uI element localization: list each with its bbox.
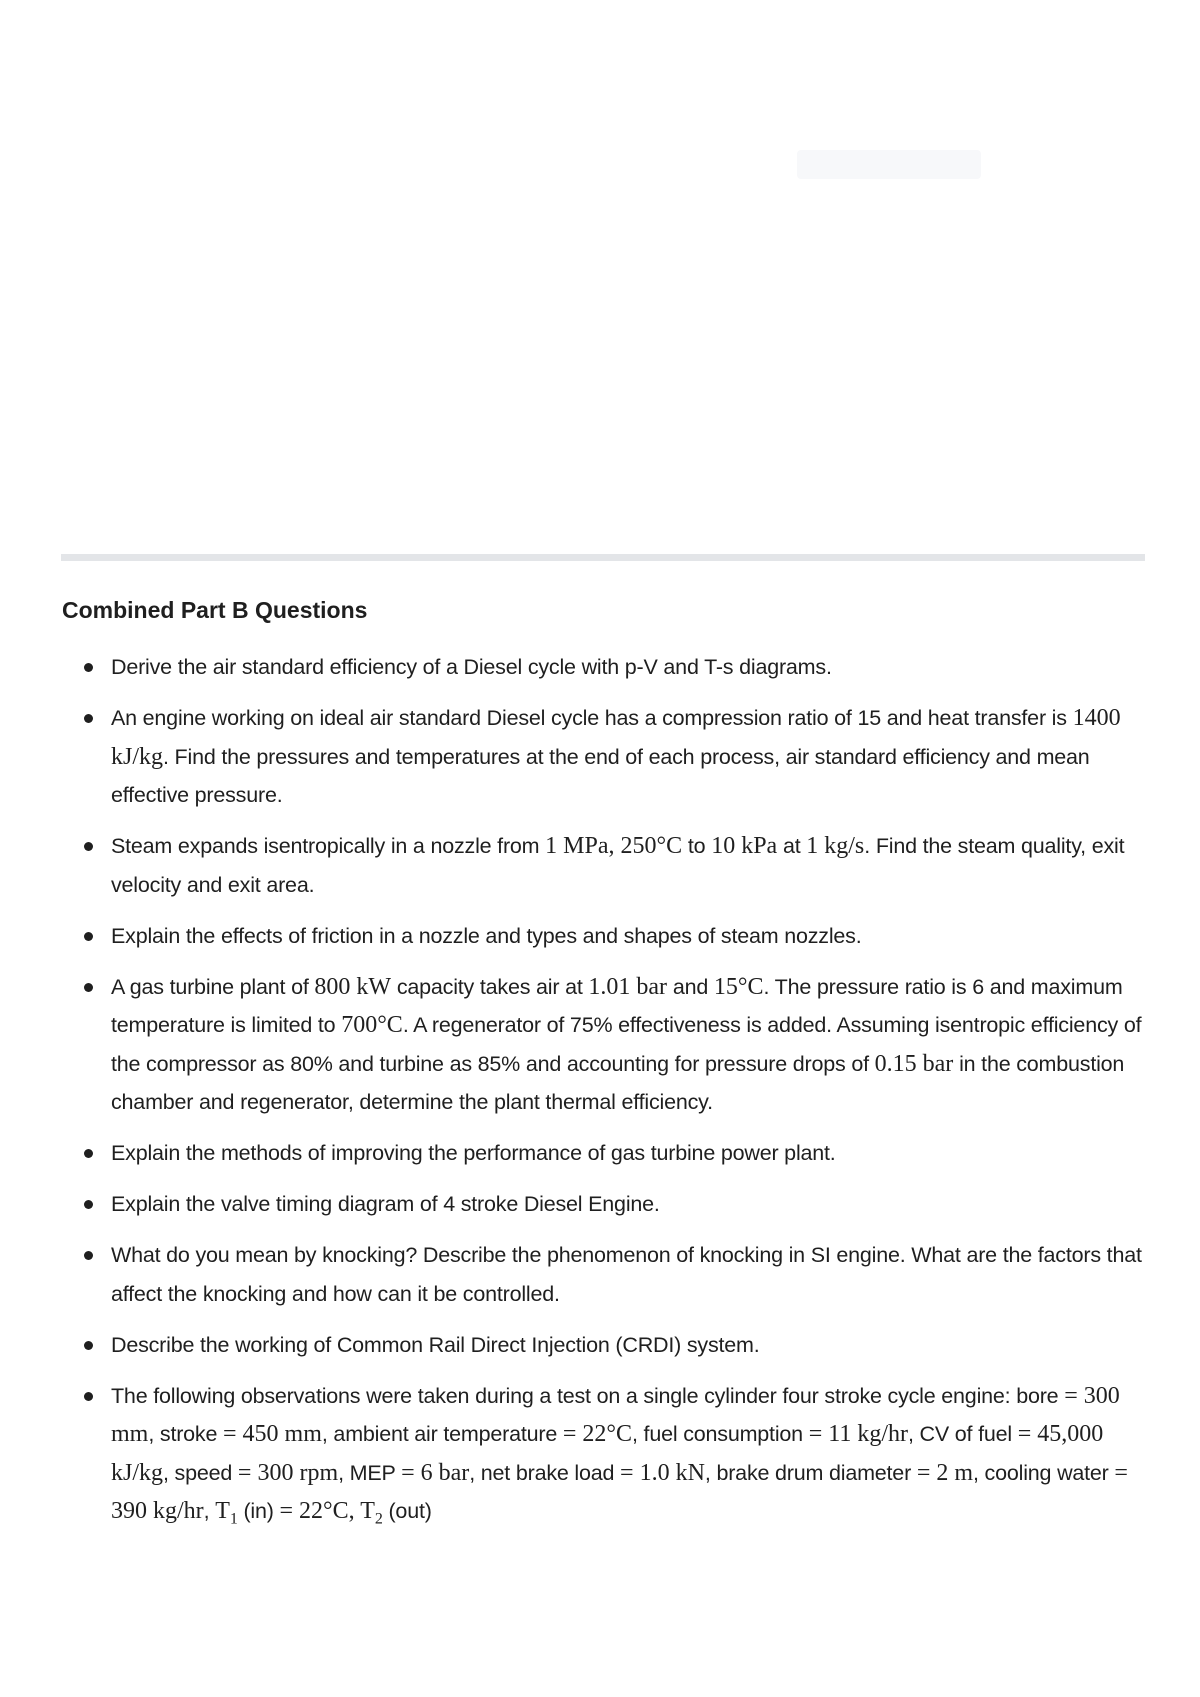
- math-expression: 1400 kJ/kg: [111, 705, 1121, 770]
- question-text: (out): [382, 1499, 432, 1523]
- math-subscript: 1: [229, 1510, 238, 1528]
- question-text: capacity takes air at: [391, 974, 589, 999]
- question-text: , speed: [163, 1460, 238, 1485]
- question-item: [62, 1377, 1147, 1539]
- question-text: Derive the air standard efficiency of a Diesel cycle with p-V and T-s diagrams.: [111, 655, 832, 679]
- section-divider: [61, 554, 1145, 561]
- math-expression: 1 MPa, 250°C: [545, 833, 683, 859]
- math-expression: 0.15 bar: [874, 1050, 954, 1077]
- question-text: , cooling water: [973, 1460, 1115, 1485]
- question-text: Describe the working of Common Rail Direct Injection (CRDI) system.: [111, 1332, 760, 1357]
- question-text: What do you mean by knocking? Describe the phenomenon of knocking in SI engine. What are the factors that affect the knocking and how can it be controlled.: [111, 1243, 1142, 1306]
- question-item: [62, 1185, 1147, 1224]
- question-text: , stroke: [148, 1422, 224, 1446]
- question-text: ,: [203, 1499, 216, 1523]
- question-item: [62, 699, 1147, 815]
- math-expression: = 390 kg/hr: [111, 1459, 1128, 1524]
- question-text: in the combustion chamber and regenerator, determine the plant thermal efficiency.: [111, 1051, 1125, 1114]
- question-text: , MEP: [338, 1460, 402, 1485]
- question-text: , CV of fuel: [908, 1422, 1018, 1446]
- math-expression: = 1.0 kN: [620, 1459, 705, 1486]
- bullet-icon: [84, 842, 93, 851]
- question-text: Explain the methods of improving the performance of gas turbine power plant.: [111, 1141, 836, 1165]
- bullet-icon: [84, 663, 93, 672]
- question-item: [62, 917, 1147, 956]
- question-text: , net brake load: [469, 1460, 621, 1485]
- question-text: . A regenerator of 75% effectiveness is added. Assuming isentropic efficiency of the compressor as 80% and turbine as 85% and accounting for pressure drops of: [111, 1013, 1142, 1076]
- question-text: , ambient air temperature: [321, 1422, 563, 1446]
- question-text: and: [667, 974, 714, 999]
- bullet-icon: [84, 983, 93, 992]
- math-expression: = 22°C: [562, 1421, 633, 1447]
- math-expression: 1.01 bar: [588, 973, 668, 1000]
- math-expression: = 300 rpm: [237, 1459, 339, 1486]
- question-item: [62, 1134, 1147, 1173]
- question-text: . Find the pressures and temperatures at the end of each process, air standard efficiency and mean effective pressure.: [111, 744, 1090, 807]
- faint-placeholder-box: [797, 150, 981, 179]
- math-expression: = 45,000 kJ/kg: [111, 1421, 1104, 1486]
- section-title: Combined Part B Questions: [62, 597, 368, 623]
- math-expression: 10 kPa: [711, 833, 778, 859]
- question-item: [62, 827, 1147, 904]
- bullet-icon: [84, 1149, 93, 1158]
- bullet-icon: [84, 1341, 93, 1350]
- math-expression: = 11 kg/hr: [808, 1421, 908, 1447]
- question-item: [62, 968, 1147, 1122]
- question-text: Explain the valve timing diagram of 4 stroke Diesel Engine.: [111, 1192, 660, 1216]
- questions-list: [62, 648, 1147, 1539]
- question-text: at: [777, 834, 807, 858]
- bullet-icon: [84, 714, 93, 723]
- math-expression: 15°C: [713, 973, 764, 1000]
- bullet-icon: [84, 1200, 93, 1209]
- question-item: [62, 1326, 1147, 1365]
- math-expression: = 22°C, T: [279, 1498, 375, 1524]
- bullet-icon: [84, 1251, 93, 1260]
- math-subscript: 2: [374, 1510, 383, 1528]
- question-text: . Find the steam quality, exit velocity and exit area.: [111, 834, 1125, 897]
- question-item: [62, 648, 1147, 687]
- math-expression: 1 kg/s: [806, 833, 865, 859]
- bullet-icon: [84, 932, 93, 941]
- math-expression: 800 kW: [314, 973, 392, 1000]
- questions-section: [62, 594, 1147, 1551]
- question-text: , fuel consumption: [632, 1422, 809, 1446]
- math-expression: T: [215, 1498, 230, 1524]
- question-text: (in): [237, 1499, 280, 1523]
- bullet-icon: [84, 1392, 93, 1401]
- question-text: to: [682, 834, 712, 858]
- math-expression: = 450 mm: [223, 1421, 322, 1447]
- question-text: , brake drum diameter: [704, 1460, 917, 1485]
- question-text: Explain the effects of friction in a nozzle and types and shapes of steam nozzles.: [111, 923, 862, 948]
- math-expression: = 300 mm: [111, 1382, 1120, 1447]
- question-text: . The pressure ratio is 6 and maximum temperature is limited to: [111, 974, 1123, 1037]
- question-text: An engine working on ideal air standard Diesel cycle has a compression ratio of 15 and heat transfer is: [111, 706, 1073, 730]
- question-text: The following observations were taken during a test on a single cylinder four stroke cycle engine: bore: [111, 1383, 1065, 1408]
- question-text: A gas turbine plant of: [111, 974, 315, 999]
- math-expression: 700°C: [341, 1012, 403, 1038]
- math-expression: = 6 bar: [401, 1459, 470, 1486]
- math-expression: = 2 m: [916, 1459, 974, 1486]
- question-text: Steam expands isentropically in a nozzle from: [111, 834, 546, 858]
- question-item: [62, 1236, 1147, 1313]
